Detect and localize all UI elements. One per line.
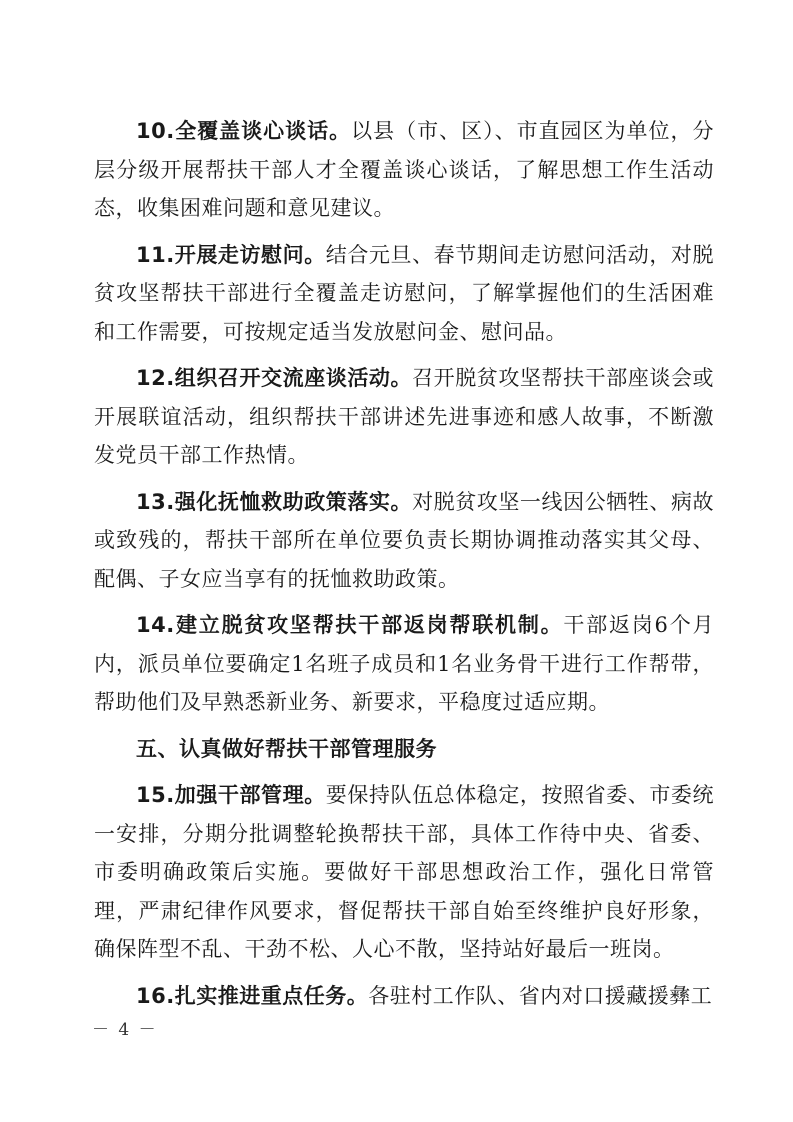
paragraph-item-16 <box>94 977 714 1016</box>
page-number: － 4 － <box>92 1020 158 1040</box>
document-body <box>94 112 714 1023</box>
paragraph-body: 以县（市、区）、市直园区为单位，分层分级开展帮扶干部人才全覆盖谈心谈话，了解思想工作生活动态，收集困难问题和意见建议。 <box>94 119 715 220</box>
paragraph-lead: 12.组织召开交流座谈活动。 <box>136 366 413 390</box>
paragraph-item-12 <box>94 359 714 475</box>
paragraph-item-10 <box>94 112 714 228</box>
paragraph-lead: 16.扎实推进重点任务。 <box>136 983 369 1008</box>
paragraph-lead: 10.全覆盖谈心谈话。 <box>136 119 352 143</box>
paragraph-body: 干部返岗6个月内，派员单位要确定1名班子成员和1名业务骨干进行工作帮带，帮助他们及早熟悉新业务、新要求，平稳度过适应期。 <box>94 613 714 714</box>
paragraph-item-15 <box>94 776 714 969</box>
paragraph-lead: 14.建立脱贫攻坚帮扶干部返岗帮联机制。 <box>136 613 564 637</box>
paragraph-body: 召开脱贫攻坚帮扶干部座谈会或开展联谊活动，组织帮扶干部讲述先进事迹和感人故事，不断激发党员干部工作热情。 <box>94 366 715 467</box>
paragraph-body: 各驻村工作队、省内对口援藏援彝工 <box>368 983 713 1008</box>
paragraph-lead: 15.加强干部管理。 <box>136 783 326 807</box>
paragraph-item-13 <box>94 483 714 599</box>
paragraph-body: 对脱贫攻坚一线因公牺牲、病故或致残的，帮扶干部所在单位要负责长期协调推动落实其父母、配偶、子女应当享有的抚恤救助政策。 <box>94 489 715 591</box>
paragraph-lead: 13.强化抚恤救助政策落实。 <box>136 489 413 514</box>
paragraph-lead: 11.开展走访慰问。 <box>136 242 326 267</box>
section-heading: 五、认真做好帮扶干部管理服务 <box>136 736 437 761</box>
paragraph-item-14 <box>94 606 714 722</box>
paragraph-body: 要保持队伍总体稳定，按照省委、市委统一安排，分期分批调整轮换帮扶干部，具体工作待中央、省委、市委明确政策后实施。要做好干部思想政治工作，强化日常管理，严肃纪律作风要求，督促帮扶干部自始至终维护良好形象，确保阵型不乱、干劲不松、人心不散，坚持站好最后一班岗。 <box>94 783 715 961</box>
paragraph-body: 结合元旦、春节期间走访慰问活动，对脱贫攻坚帮扶干部进行全覆盖走访慰问，了解掌握他们的生活困难和工作需要，可按规定适当发放慰问金、慰问品。 <box>94 242 715 344</box>
paragraph-item-11 <box>94 236 714 352</box>
